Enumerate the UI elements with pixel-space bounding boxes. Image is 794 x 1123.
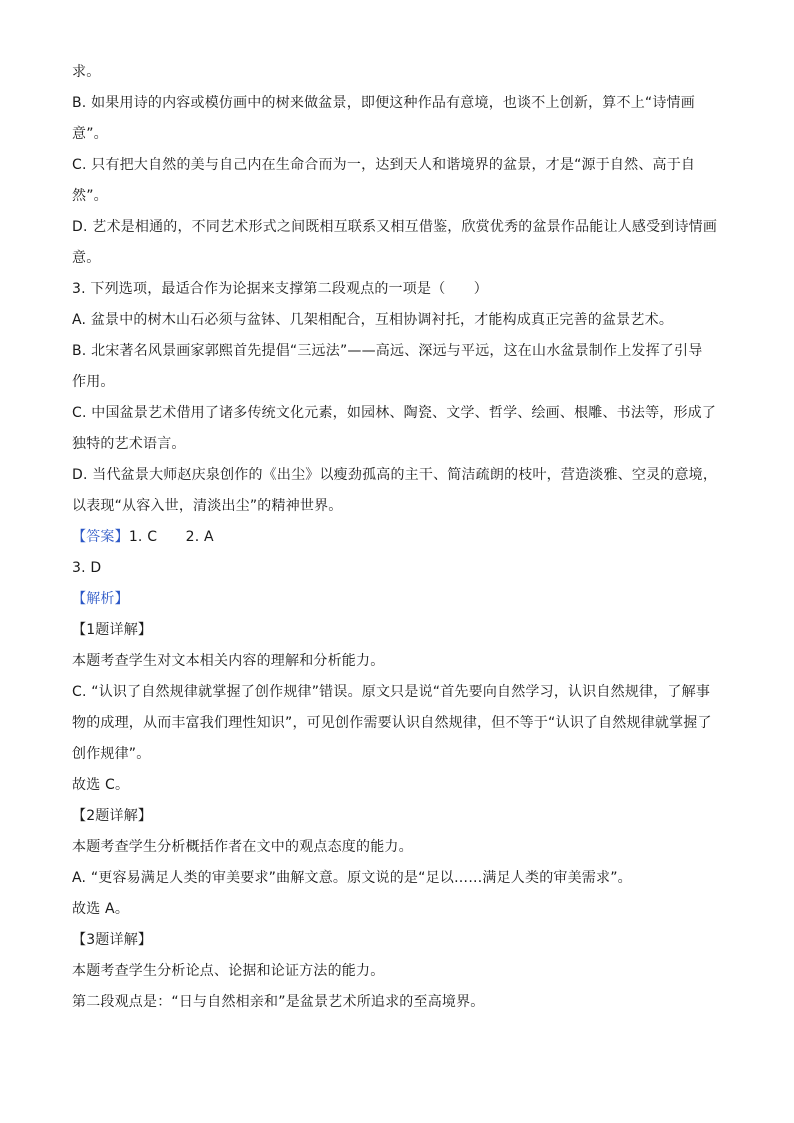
option-c: C. 中国盆景艺术借用了诸多传统文化元素，如园林、陶瓷、文学、哲学、绘画、根雕、书法等，形成了 (72, 405, 717, 421)
answer-line-2: 3. D (72, 560, 102, 576)
section-heading: 【2题详解】 (72, 808, 153, 824)
section-heading: 【1题详解】 (72, 622, 153, 638)
text-line: 本题考查学生分析概括作者在文中的观点态度的能力。 (72, 839, 413, 855)
text-line: B. 如果用诗的内容或模仿画中的树来做盆景，即便这种作品有意境，也谈不上创新，算不上“诗情画 (72, 95, 695, 111)
text-line: 意”。 (72, 126, 108, 142)
section-heading: 【3题详解】 (72, 932, 153, 948)
option-b: B. 北宋著名风景画家郭熙首先提倡“三远法”——高远、深远与平远，这在山水盆景制作上发挥了引导 (72, 343, 703, 359)
text-line: 然”。 (72, 188, 108, 204)
text-line: 求。 (72, 64, 101, 80)
answer-text: 1. C 2. A (128, 529, 214, 545)
text-line: D. 艺术是相通的，不同艺术形式之间既相互联系又相互借鉴，欣赏优秀的盆景作品能让人感受到诗情画 (72, 219, 718, 235)
text-line: 故选 A。 (72, 901, 130, 917)
text-line: 故选 C。 (72, 777, 130, 793)
text-line: C. “认识了自然规律就掌握了创作规律”错误。原文只是说“首先要向自然学习，认识自然规律，了解事 (72, 684, 711, 700)
text-line: 意。 (72, 250, 101, 266)
text-line: A. “更容易满足人类的审美要求”曲解文意。原文说的是“足以……满足人类的审美需求”。 (72, 870, 632, 886)
text-line: 创作规律”。 (72, 746, 151, 762)
text-line: 以表现“从容入世，清淡出尘”的精神世界。 (72, 498, 343, 514)
text-line: 作用。 (72, 374, 115, 390)
text-line: 第二段观点是：“日与自然相亲和”是盆景艺术所追求的至高境界。 (72, 994, 485, 1010)
option-d: D. 当代盆景大师赵庆泉创作的《出尘》以瘦劲孤高的主干、简洁疏朗的枝叶，营造淡雅、空灵的意境， (72, 467, 718, 483)
question-3-stem: 3. 下列选项，最适合作为论据来支撑第二段观点的一项是（ ） (72, 281, 489, 297)
text-line: 本题考查学生对文本相关内容的理解和分析能力。 (72, 653, 385, 669)
text-line: 物的成理，从而丰富我们理性知识”，可见创作需要认识自然规律，但不等于“认识了自然规律就掌握了 (72, 715, 712, 731)
text-line: C. 只有把大自然的美与自己内在生命合而为一，达到天人和谐境界的盆景，才是“源于自然、高于自 (72, 157, 696, 173)
document-page (72, 62, 732, 1023)
analysis-label: 【解析】 (72, 591, 129, 607)
text-line: 独特的艺术语言。 (72, 436, 186, 452)
text-line: 本题考查学生分析论点、论据和论证方法的能力。 (72, 963, 385, 979)
answer-line (72, 527, 732, 547)
answer-label: 【答案】 (72, 529, 129, 545)
option-a: A. 盆景中的树木山石必须与盆钵、几架相配合，互相协调衬托，才能构成真正完善的盆景艺术。 (72, 312, 674, 328)
